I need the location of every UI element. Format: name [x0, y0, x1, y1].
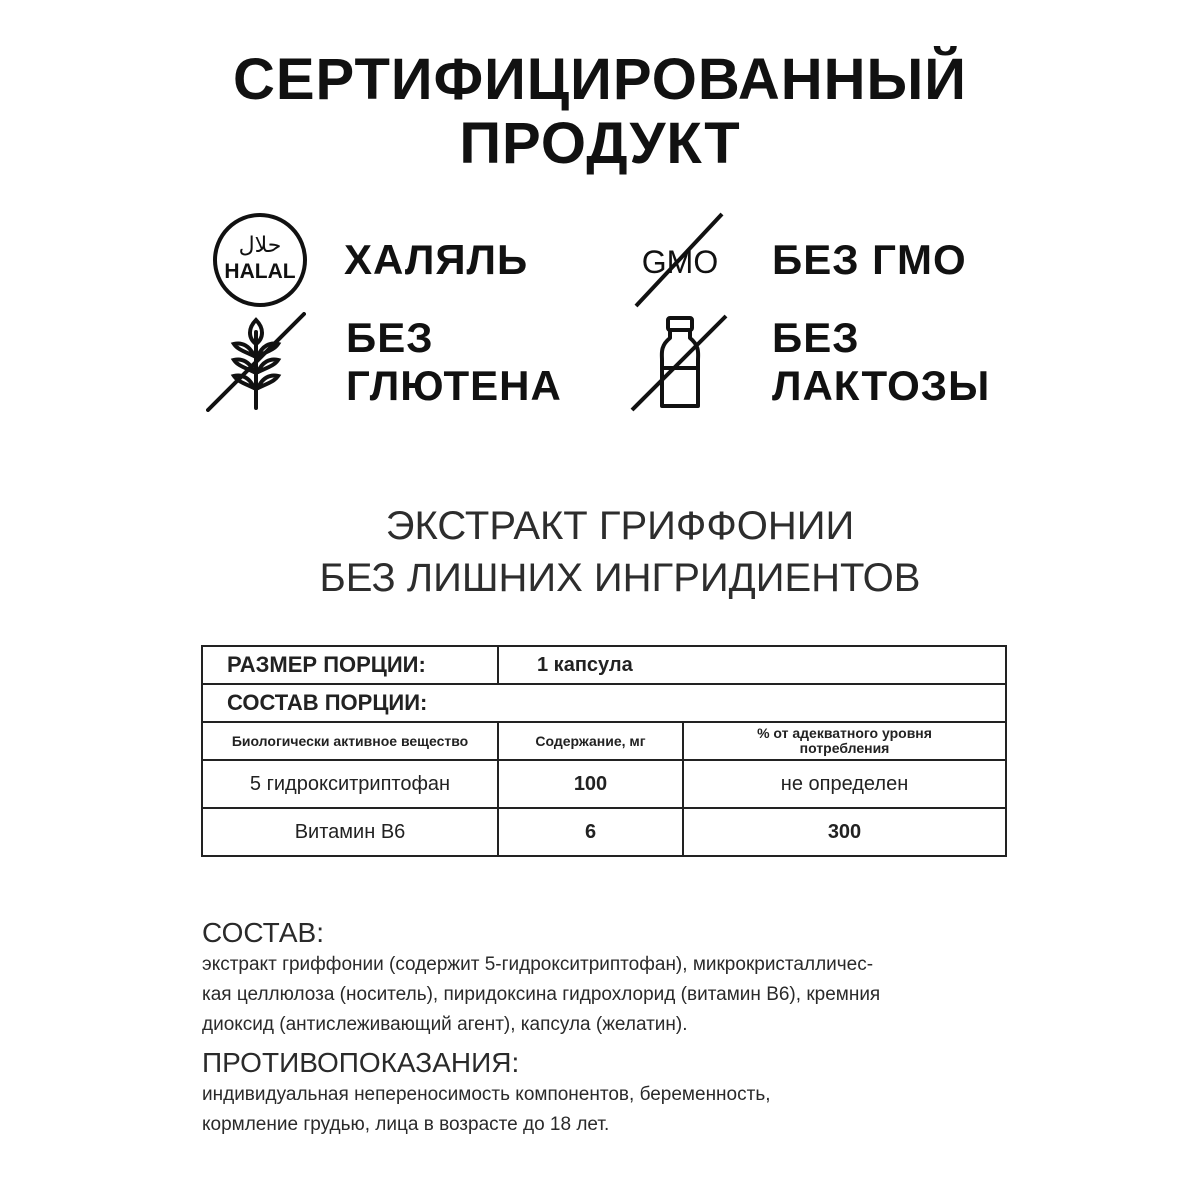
table-header-row	[202, 722, 1006, 760]
title-line-1: СЕРТИФИЦИРОВАННЫЙ	[232, 47, 967, 112]
halal-icon	[210, 210, 310, 310]
page-title	[0, 48, 1200, 176]
no-gmo-badge	[630, 210, 967, 310]
halal-label: ХАЛЯЛЬ	[344, 236, 529, 283]
portion-size-row	[202, 646, 1006, 684]
table-row	[202, 760, 1006, 808]
no-gmo-icon	[630, 210, 730, 310]
halal-arabic-text: حلال	[238, 233, 282, 258]
no-gluten-wheat-icon	[206, 312, 306, 412]
no-gluten-label-line1: БЕЗ	[346, 314, 434, 361]
composition-text	[202, 950, 1022, 1040]
composition-text-line: кая целлюлоза (носитель), пиридоксина гидрохлорид (витамин В6), кремния	[202, 984, 881, 1005]
no-gmo-label: БЕЗ ГМО	[772, 236, 967, 283]
subtitle-line-2: БЕЗ ЛИШНИХ ИНГРИДИЕНТОВ	[319, 556, 921, 600]
composition-text-line: диоксид (антислеживающий агент), капсула (желатин).	[202, 1014, 688, 1035]
portion-size-value: 1 капсула	[498, 646, 1006, 684]
amount-cell: 6	[498, 808, 683, 856]
substance-cell: Витамин В6	[202, 808, 498, 856]
percent-cell: 300	[683, 808, 1006, 856]
column-header-amount: Содержание, мг	[498, 722, 683, 760]
composition-section	[202, 916, 1022, 1040]
no-gluten-badge	[206, 312, 562, 412]
product-subtitle	[0, 500, 1200, 604]
column-header-substance: Биологически активное вещество	[202, 722, 498, 760]
column-header-percent: % от адекватного уровня потребления	[683, 722, 1006, 760]
contraindications-heading: ПРОТИВОПОКАЗАНИЯ:	[202, 1047, 520, 1078]
subtitle-line-1: ЭКСТРАКТ ГРИФФОНИИ	[385, 504, 855, 548]
no-lactose-label-line2: ЛАКТОЗЫ	[772, 362, 991, 409]
title-line-2: ПРОДУКТ	[459, 111, 741, 176]
no-lactose-label-line1: БЕЗ	[772, 314, 860, 361]
halal-badge	[210, 210, 528, 310]
percent-cell: не определен	[683, 760, 1006, 808]
substance-cell: 5 гидрокситриптофан	[202, 760, 498, 808]
composition-heading: СОСТАВ:	[202, 917, 324, 948]
composition-text-line: экстракт гриффонии (содержит 5-гидрокситриптофан), микрокристалличес-	[202, 954, 874, 975]
composition-row	[202, 684, 1006, 722]
supplement-facts-table	[201, 645, 1007, 857]
halal-icon-text: HALAL	[224, 260, 296, 283]
contraindications-text-line: индивидуальная непереносимость компонентов, беременность,	[202, 1084, 771, 1105]
contraindications-text-line: кормление грудью, лица в возрасте до 18 лет.	[202, 1114, 610, 1135]
no-lactose-badge	[630, 312, 990, 412]
composition-label: СОСТАВ ПОРЦИИ:	[202, 684, 1006, 722]
amount-cell: 100	[498, 760, 683, 808]
contraindications-text	[202, 1080, 1022, 1140]
no-gluten-label	[346, 314, 562, 410]
no-gluten-label-line2: ГЛЮТЕНА	[346, 362, 562, 409]
no-lactose-bottle-icon	[630, 312, 730, 412]
portion-size-label: РАЗМЕР ПОРЦИИ:	[202, 646, 498, 684]
gmo-icon-text: GMO	[641, 244, 719, 280]
table-row	[202, 808, 1006, 856]
contraindications-section	[202, 1046, 1022, 1140]
no-lactose-label	[772, 314, 990, 410]
